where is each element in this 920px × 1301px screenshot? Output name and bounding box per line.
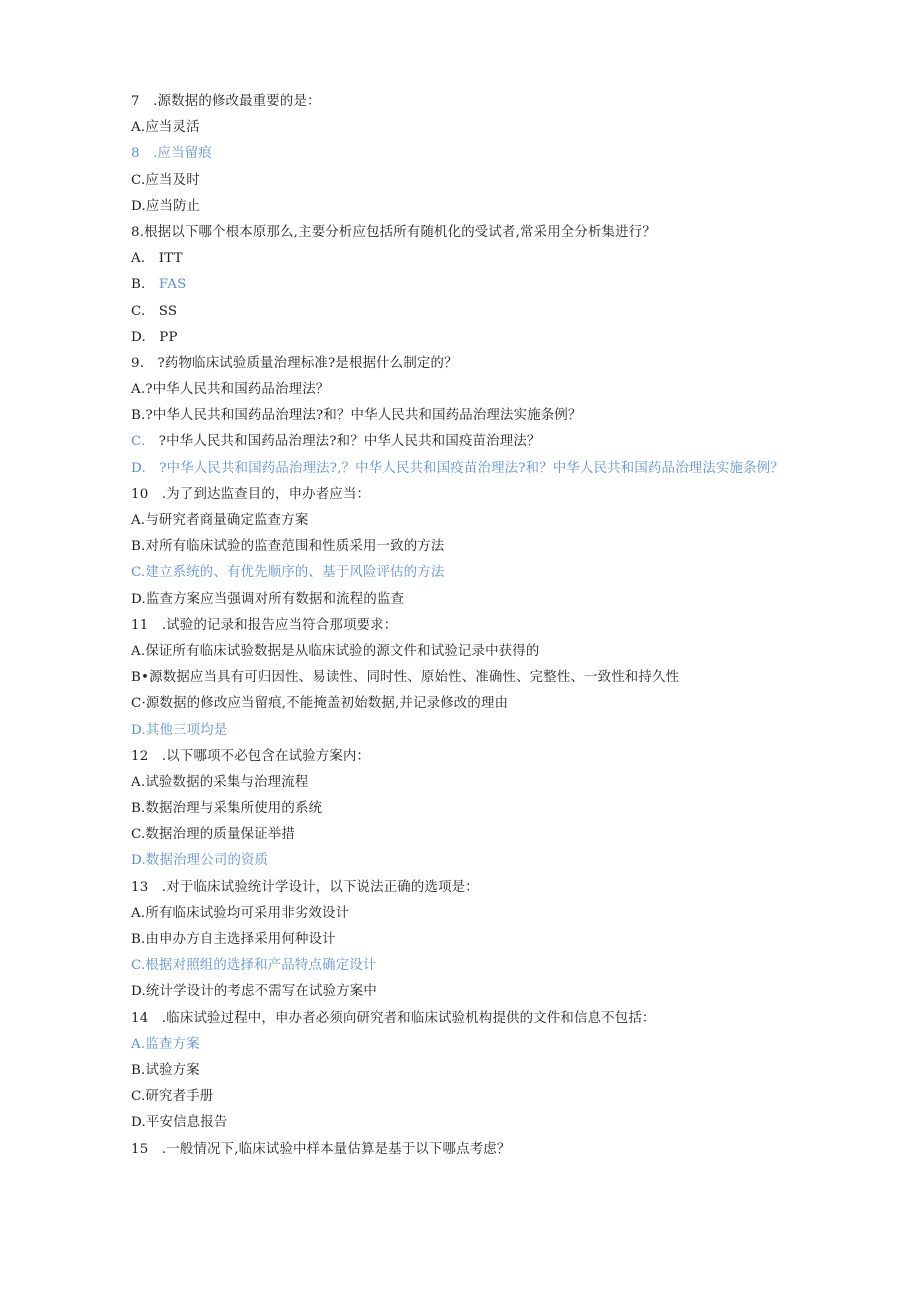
option-d: D. PP (131, 329, 178, 345)
correct-answer: A.监查方案 (131, 1036, 200, 1052)
option-c: C·源数据的修改应当留痕,不能掩盖初始数据,并记录修改的理由 (131, 696, 509, 712)
question-list (131, 89, 891, 1163)
option-b (131, 272, 891, 298)
option-c: C.数据治理的质量保证举措 (131, 827, 295, 843)
option-c: C. SS (131, 303, 178, 319)
correct-answer: D.数据治理公司的资质 (131, 853, 269, 869)
question-7: 7 .源数据的修改最重要的是： (131, 94, 321, 109)
option-b: B•源数据应当具有可归因性、易读性、同时性、原始性、准确性、完整性、一致性和持久性 (131, 670, 680, 686)
option-a: A.试验数据的采集与治理流程 (131, 774, 309, 790)
option-d: D.统计学设计的考虑不需写在试验方案中 (131, 984, 377, 1000)
question-14: 14 .临床试验过程中，申办者必须向研究者和临床试验机构提供的文件和信息不包括： (131, 1010, 656, 1026)
question-15: 15 .一般情况下,临床试验中样本量估算是基于以下哪点考虑？ (131, 1141, 511, 1157)
option-a: A.所有临床试验均可采用非劣效设计 (131, 905, 350, 921)
question-12: 12 .以下哪项不必包含在试验方案内： (131, 748, 371, 764)
option-text: ?中华人民共和国药品治理法?和？中华人民共和国疫苗治理法？ (145, 434, 541, 450)
correct-answer: 8 .应当留痕 (131, 146, 212, 162)
option-c: C.研究者手册 (131, 1089, 214, 1105)
option-c: C.应当及时 (131, 172, 200, 188)
option-prefix: C. (131, 434, 146, 450)
question-13: 13 .对于临床试验统计学设计，以下说法正确的选项是： (131, 879, 479, 895)
option-a: A.应当灵活 (131, 120, 200, 136)
option-a: A.保证所有临床试验数据是从临床试验的源文件和试验记录中获得的 (131, 643, 540, 659)
option-a: A.?中华人民共和国药品治理法？ (131, 382, 330, 398)
option-b: B.试验方案 (131, 1062, 200, 1078)
option-d: D.平安信息报告 (131, 1115, 228, 1131)
question-8: 8.根据以下哪个根本原那么,主要分析应包括所有随机化的受试者,常采用全分析集进行？ (131, 224, 656, 240)
option-c (131, 429, 891, 455)
option-prefix: B. (131, 277, 159, 293)
correct-answer: D.其他三项均是 (131, 722, 228, 738)
option-b: B.对所有临床试验的监查范围和性质采用一致的方法 (131, 539, 445, 555)
option-a: A.与研究者商量确定监查方案 (131, 513, 309, 528)
correct-answer: C.根据对照组的选择和产品特点确定设计 (131, 958, 377, 974)
question-10: 10 .为了到达监查目的，申办者应当： (131, 486, 371, 502)
option-b: B.?中华人民共和国药品治理法?和？中华人民共和国药品治理法实施条例？ (131, 408, 582, 424)
correct-answer: C.建立系统的、有优先顺序的、基于风险评估的方法 (131, 565, 445, 581)
correct-answer: FAS (158, 277, 187, 293)
option-a: A. ITT (131, 251, 183, 267)
option-d: D.监查方案应当强调对所有数据和流程的监查 (131, 591, 405, 607)
option-d: D.应当防止 (131, 198, 201, 214)
option-b: B.数据治理与采集所使用的系统 (131, 801, 323, 817)
option-b: B.由申办方自主选择采用何种设计 (131, 932, 336, 947)
question-11: 11 .试验的记录和报告应当符合那项要求： (131, 617, 398, 633)
question-9: 9. ?药物临床试验质量治理标准?是根据什么制定的？ (131, 355, 458, 371)
correct-answer: D. ?中华人民共和国药品治理法?,？中华人民共和国疫苗治理法?和？中华人民共和国药品治理法实施条例？ (131, 460, 784, 476)
